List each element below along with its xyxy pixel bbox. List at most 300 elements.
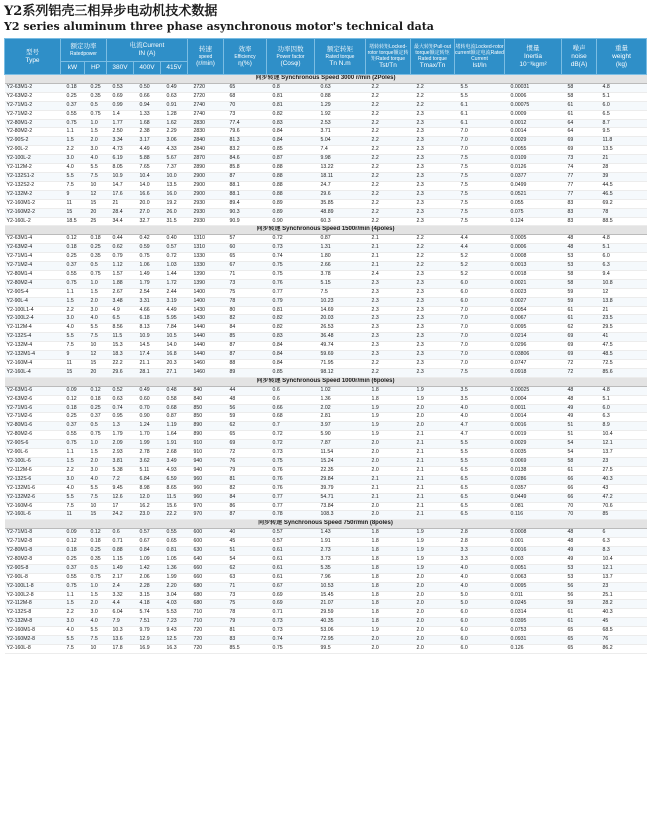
table-cell: 2.2 (366, 128, 411, 137)
table-cell: 1.42 (134, 564, 161, 573)
table-cell: 49 (562, 555, 597, 564)
table-cell: 0.7 (267, 422, 315, 431)
table-cell: 61 (562, 101, 597, 110)
table-cell: 2.2 (366, 190, 411, 199)
table-cell: 69 (562, 146, 597, 155)
table-cell: 3.0 (85, 609, 107, 618)
table-cell: 890 (188, 422, 224, 431)
table-cell: 7.65 (134, 164, 161, 173)
table-cell: 12 (85, 351, 107, 360)
table-cell: 5.1 (597, 244, 647, 253)
table-cell: 2.3 (366, 297, 411, 306)
table-cell: 25 (85, 217, 107, 226)
table-cell: 0.25 (85, 404, 107, 413)
table-cell: 87 (224, 342, 267, 351)
table-cell: 0.0019 (505, 431, 562, 440)
table-cell: 6.0 (455, 609, 505, 618)
table-cell: 2.2 (366, 92, 411, 101)
table-cell: 0.55 (61, 110, 85, 119)
table-cell: 0.63 (107, 395, 134, 404)
table-cell: 2.78 (134, 449, 161, 458)
table-cell: 1.8 (366, 600, 411, 609)
table-cell: 15 (61, 368, 85, 377)
table-cell: 7.0 (455, 342, 505, 351)
table-cell: 2.2 (411, 235, 455, 244)
table-cell: 45 (224, 538, 267, 547)
table-cell: 0.12 (85, 386, 107, 395)
table-cell: 70 (562, 502, 597, 511)
table-cell: 2900 (188, 172, 224, 181)
table-cell: 10 (85, 502, 107, 511)
table-cell: 0.0018 (505, 270, 562, 279)
table-cell: 4.0 (85, 475, 107, 484)
table-cell: 1.64 (161, 431, 188, 440)
table-cell: 8.98 (134, 484, 161, 493)
title-chinese: Y2系列铝壳三相异步电动机技术数据 (4, 4, 218, 19)
cell-type: Y2-160M1-8 (5, 627, 61, 636)
table-cell: 16.9 (134, 645, 161, 654)
table-cell: 1.5 (61, 457, 85, 466)
table-cell: 1.9 (366, 413, 411, 422)
table-cell: 710 (188, 618, 224, 627)
table-cell: 23.0 (134, 511, 161, 520)
table-cell: 2.2 (366, 164, 411, 173)
table-row (5, 297, 647, 306)
table-row (5, 636, 647, 645)
table-cell: 2.66 (315, 262, 366, 271)
table-cell: 89.4 (224, 199, 267, 208)
table-cell: 0.75 (61, 279, 85, 288)
cell-type: Y2-100L-6 (5, 457, 61, 466)
cell-type: Y2-160L-6 (5, 511, 61, 520)
table-cell: 10 (85, 342, 107, 351)
table-cell: 2.3 (411, 333, 455, 342)
table-cell: 2.1 (411, 457, 455, 466)
table-cell: 1.49 (134, 270, 161, 279)
cell-type: Y2-63M2-6 (5, 395, 61, 404)
table-cell: 4.4 (455, 244, 505, 253)
table-cell: 0.0006 (505, 92, 562, 101)
table-cell: 3.17 (134, 137, 161, 146)
table-cell: 7.9 (107, 618, 134, 627)
table-cell: 51 (562, 431, 597, 440)
table-cell: 6.5 (455, 493, 505, 502)
table-cell: 4.0 (61, 627, 85, 636)
table-cell: 2.50 (107, 128, 134, 137)
table-cell: 1.8 (366, 555, 411, 564)
table-cell: 0.99 (107, 101, 134, 110)
table-cell: 1400 (188, 288, 224, 297)
table-cell: 2930 (188, 208, 224, 217)
table-cell: 29.5 (597, 324, 647, 333)
table-cell: 0.61 (267, 573, 315, 582)
table-cell: 3.0 (61, 315, 85, 324)
table-cell: 2.3 (411, 288, 455, 297)
table-cell: 0.69 (107, 92, 134, 101)
table-cell: 1.06 (134, 262, 161, 271)
table-cell: 1.8 (366, 609, 411, 618)
table-cell: 20 (85, 208, 107, 217)
cell-type: Y2-80M2-2 (5, 128, 61, 137)
table-cell: 1460 (188, 368, 224, 377)
table-cell: 5.5 (455, 457, 505, 466)
table-cell: 2890 (188, 164, 224, 173)
table-cell: 78 (597, 208, 647, 217)
table-cell: 60 (224, 244, 267, 253)
table-cell: 14.0 (161, 342, 188, 351)
table-cell: 2.0 (366, 440, 411, 449)
table-cell: 5.35 (315, 564, 366, 573)
table-cell: 1.9 (411, 529, 455, 538)
col-type: 型号 Type (5, 39, 61, 75)
table-cell: 2.2 (366, 181, 411, 190)
section-header (5, 226, 647, 235)
table-cell: 5.53 (161, 609, 188, 618)
table-cell: 18.5 (61, 217, 85, 226)
table-cell: 1.1 (61, 591, 85, 600)
table-cell: 59 (562, 288, 597, 297)
table-cell: 720 (188, 627, 224, 636)
table-cell: 0.0095 (505, 324, 562, 333)
table-cell: 12.9 (134, 636, 161, 645)
table-cell: 2.3 (411, 146, 455, 155)
table-cell: 7.0 (455, 128, 505, 137)
table-cell: 1.5 (85, 449, 107, 458)
table-cell: 2.38 (134, 128, 161, 137)
table-cell: 2.3 (366, 315, 411, 324)
table-cell: 35.85 (315, 199, 366, 208)
table-cell: 13.7 (597, 573, 647, 582)
table-cell: 5.1 (597, 92, 647, 101)
table-cell: 0.0016 (505, 422, 562, 431)
table-cell: 56 (224, 404, 267, 413)
table-cell: 0.37 (61, 101, 85, 110)
table-cell: 85.8 (224, 164, 267, 173)
table-cell: 6.0 (597, 101, 647, 110)
table-row (5, 404, 647, 413)
table-cell: 1.8 (366, 538, 411, 547)
table-cell: 2.3 (411, 351, 455, 360)
table-row (5, 609, 647, 618)
table-cell: 2.2 (61, 609, 85, 618)
table-cell: 2.3 (411, 199, 455, 208)
table-cell: 2.1 (411, 431, 455, 440)
table-cell: 2.0 (85, 297, 107, 306)
table-cell: 4.4 (455, 235, 505, 244)
table-cell: 910 (188, 449, 224, 458)
table-cell: 0.88 (107, 547, 134, 556)
table-cell: 2.02 (315, 404, 366, 413)
table-cell: 3.49 (161, 457, 188, 466)
table-cell: 4.0 (455, 582, 505, 591)
table-cell: 61 (562, 609, 597, 618)
table-cell: 0.57 (161, 244, 188, 253)
table-cell: 1.19 (161, 422, 188, 431)
table-cell: 70 (224, 101, 267, 110)
table-cell: 0.25 (61, 253, 85, 262)
table-cell: 0.0245 (505, 600, 562, 609)
table-cell: 83 (224, 636, 267, 645)
table-cell: 1.99 (134, 440, 161, 449)
table-cell: 0.25 (61, 413, 85, 422)
cell-type: Y2-132M2-6 (5, 493, 61, 502)
table-cell: 7.96 (315, 573, 366, 582)
table-cell: 2.4 (107, 582, 134, 591)
table-cell: 5.2 (455, 270, 505, 279)
table-cell: 70.6 (597, 502, 647, 511)
cell-type: Y2-132S-8 (5, 609, 61, 618)
table-cell: 77 (562, 181, 597, 190)
table-cell: 0.055 (505, 199, 562, 208)
table-cell: 2.0 (85, 600, 107, 609)
table-cell: 71 (224, 582, 267, 591)
table-cell: 0.89 (267, 208, 315, 217)
table-cell: 72 (562, 368, 597, 377)
table-cell: 18.11 (315, 172, 366, 181)
table-cell: 1.5 (85, 288, 107, 297)
table-cell: 0.18 (85, 395, 107, 404)
table-cell: 0.0286 (505, 475, 562, 484)
table-cell: 2.0 (411, 636, 455, 645)
table-cell: 2.3 (411, 172, 455, 181)
table-cell: 39 (597, 172, 647, 181)
table-cell: 2.1 (411, 493, 455, 502)
table-cell: 2.2 (366, 208, 411, 217)
table-cell: 2.53 (315, 119, 366, 128)
table-cell: 9.79 (134, 627, 161, 636)
table-cell: 6.1 (455, 110, 505, 119)
table-cell: 2.0 (366, 511, 411, 520)
table-row (5, 181, 647, 190)
table-cell: 0.25 (61, 92, 85, 101)
table-cell: 0.63 (315, 83, 366, 92)
table-cell: 0.53 (107, 83, 134, 92)
table-cell: 13.22 (315, 164, 366, 173)
table-cell: 8.7 (597, 119, 647, 128)
table-cell: 88.5 (597, 217, 647, 226)
table-row (5, 484, 647, 493)
table-cell: 1.0 (85, 440, 107, 449)
table-cell: 2.2 (61, 466, 85, 475)
cell-type: Y2-90S-4 (5, 288, 61, 297)
table-cell: 25.1 (597, 591, 647, 600)
table-cell: 1.02 (315, 386, 366, 395)
table-cell: 2.2 (411, 92, 455, 101)
section-label: 同步转速 Synchronous Speed 1000r/min (6poles) (5, 377, 647, 386)
table-cell: 0.0377 (505, 172, 562, 181)
table-row (5, 618, 647, 627)
table-cell: 0.12 (61, 235, 85, 244)
table-cell: 66 (562, 484, 597, 493)
table-cell: 7.5 (85, 333, 107, 342)
table-cell: 22.2 (161, 511, 188, 520)
table-cell: 3.0 (85, 146, 107, 155)
table-cell: 0.73 (267, 449, 315, 458)
table-cell: 0.12 (61, 538, 85, 547)
table-cell: 1390 (188, 270, 224, 279)
table-cell: 1.4 (107, 110, 134, 119)
table-cell: 1.8 (366, 395, 411, 404)
table-cell: 34.4 (107, 217, 134, 226)
table-cell: 2.2 (366, 146, 411, 155)
table-cell: 81 (224, 627, 267, 636)
table-cell: 4.0 (455, 564, 505, 573)
table-cell: 640 (188, 555, 224, 564)
table-cell: 51 (224, 547, 267, 556)
table-cell: 69 (562, 137, 597, 146)
col-current-415v: 415V (161, 62, 188, 75)
table-cell: 2.1 (411, 502, 455, 511)
table-cell: 88.1 (224, 190, 267, 199)
table-cell: 6.0 (455, 288, 505, 297)
table-cell: 49 (562, 413, 597, 422)
table-cell: 0.62 (107, 244, 134, 253)
table-cell: 39.79 (315, 484, 366, 493)
table-cell: 1.36 (161, 564, 188, 573)
table-cell: 0.75 (61, 440, 85, 449)
table-cell: 9.43 (161, 627, 188, 636)
table-cell: 0.12 (85, 529, 107, 538)
table-cell: 85.5 (224, 645, 267, 654)
table-cell: 28.1 (134, 368, 161, 377)
table-cell: 7.84 (161, 324, 188, 333)
col-locked-rotor-torque: 堵转转矩Locked-rotor torque额定转矩Rated torque Tst/Tn (366, 39, 411, 75)
table-cell: 1.49 (107, 564, 134, 573)
table-cell: 1.91 (161, 440, 188, 449)
cell-type: Y2-100L2-8 (5, 591, 61, 600)
table-cell: 61 (562, 110, 597, 119)
table-cell: 20 (85, 368, 107, 377)
table-cell: 1.0 (85, 279, 107, 288)
col-power-kw: kW (61, 62, 85, 75)
table-cell: 2.2 (366, 137, 411, 146)
table-cell: 2930 (188, 217, 224, 226)
table-cell: 3.06 (161, 137, 188, 146)
table-cell: 2840 (188, 146, 224, 155)
table-cell: 2.3 (366, 279, 411, 288)
table-cell: 1.9 (411, 386, 455, 395)
table-cell: 4.7 (455, 431, 505, 440)
cell-type: Y2-112M-4 (5, 324, 61, 333)
table-cell: 13.8 (597, 297, 647, 306)
cell-type: Y2-71M1-2 (5, 101, 61, 110)
table-cell: 2.2 (366, 217, 411, 226)
table-cell: 17.4 (134, 351, 161, 360)
table-cell: 2.93 (107, 449, 134, 458)
table-cell: 2.68 (161, 449, 188, 458)
cell-type: Y2-160M-6 (5, 502, 61, 511)
table-cell: 2.2 (411, 253, 455, 262)
table-cell: 0.90 (267, 217, 315, 226)
table-cell: 0.0055 (505, 146, 562, 155)
table-cell: 78 (224, 297, 267, 306)
table-cell: 6.84 (134, 475, 161, 484)
table-cell: 0.84 (267, 351, 315, 360)
table-cell: 0.52 (107, 386, 134, 395)
table-cell: 2.1 (411, 466, 455, 475)
col-power-factor: 功率因数 Power factor (Cosφ) (267, 39, 315, 75)
table-cell: 2.1 (366, 262, 411, 271)
table-cell: 29.59 (315, 609, 366, 618)
table-cell: 81 (224, 475, 267, 484)
table-cell: 0.73 (267, 627, 315, 636)
table-cell: 21.07 (315, 600, 366, 609)
table-cell: 1.05 (161, 555, 188, 564)
table-cell: 2.2 (366, 199, 411, 208)
table-cell: 85.6 (597, 368, 647, 377)
table-cell: 56 (562, 582, 597, 591)
col-current-380v: 380V (107, 62, 134, 75)
table-cell: 2.1 (366, 244, 411, 253)
table-cell: 59 (562, 600, 597, 609)
table-cell: 0.0931 (505, 636, 562, 645)
cell-type: Y2-112M-2 (5, 164, 61, 173)
cell-type: Y2-71M2-2 (5, 110, 61, 119)
table-cell: 3.3 (455, 555, 505, 564)
table-row (5, 360, 647, 369)
table-cell: 0.90 (134, 413, 161, 422)
col-weight: 重量 weight (kg) (597, 39, 647, 75)
table-cell: 1.03 (161, 262, 188, 271)
table-cell: 0.0214 (505, 333, 562, 342)
table-cell: 0.0357 (505, 484, 562, 493)
table-cell: 2.1 (366, 235, 411, 244)
table-cell: 10.8 (597, 279, 647, 288)
table-cell: 0.84 (267, 360, 315, 369)
table-cell: 8.3 (597, 547, 647, 556)
table-cell: 29.84 (315, 475, 366, 484)
table-cell: 7.2 (107, 475, 134, 484)
table-cell: 83 (562, 217, 597, 226)
table-cell: 1.29 (315, 101, 366, 110)
table-cell: 85 (597, 511, 647, 520)
table-cell: 1.9 (411, 564, 455, 573)
col-noise: 噪声 noise dB(A) (562, 39, 597, 75)
table-cell: 840 (188, 386, 224, 395)
table-cell: 87 (224, 511, 267, 520)
table-cell: 12 (597, 288, 647, 297)
table-cell: 6.3 (597, 262, 647, 271)
cell-type: Y2-71M2-4 (5, 262, 61, 271)
table-cell: 6.59 (161, 475, 188, 484)
table-cell: 12.5 (161, 636, 188, 645)
table-cell: 2830 (188, 128, 224, 137)
table-cell: 15 (85, 199, 107, 208)
table-cell: 71.95 (315, 360, 366, 369)
table-row (5, 315, 647, 324)
table-cell: 0.84 (267, 128, 315, 137)
table-cell: 3.04 (161, 591, 188, 600)
table-cell: 7.0 (455, 315, 505, 324)
table-cell: 0.0095 (505, 582, 562, 591)
table-cell: 7.5 (455, 190, 505, 199)
table-cell: 7.5 (61, 645, 85, 654)
table-cell: 1.3 (107, 422, 134, 431)
table-cell: 53 (562, 564, 597, 573)
table-cell: 0.09 (61, 386, 85, 395)
table-cell: 3.15 (134, 591, 161, 600)
table-cell: 7.5 (455, 368, 505, 377)
table-cell: 3.71 (315, 128, 366, 137)
table-row (5, 288, 647, 297)
table-cell: 1.57 (107, 270, 134, 279)
table-cell: 6.0 (455, 645, 505, 654)
table-row (5, 457, 647, 466)
table-cell: 5.5 (85, 484, 107, 493)
table-cell: 70 (562, 511, 597, 520)
cell-type: Y2-90L-6 (5, 449, 61, 458)
table-row (5, 137, 647, 146)
